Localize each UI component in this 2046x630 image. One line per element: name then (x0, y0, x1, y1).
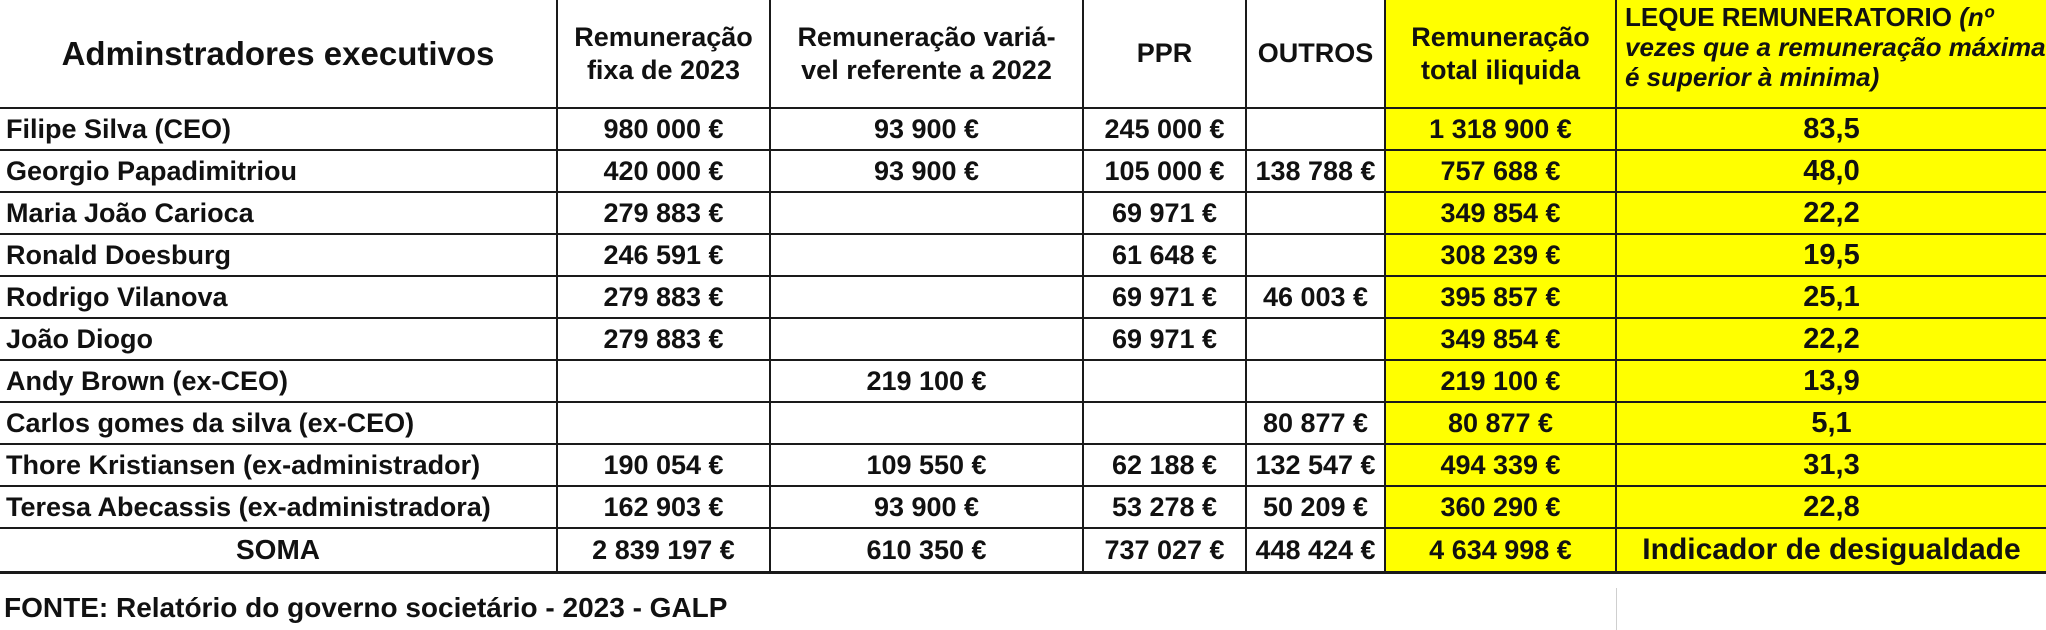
cell-total: 219 100 € (1385, 360, 1616, 402)
cell-total: 349 854 € (1385, 192, 1616, 234)
cell-outros: 80 877 € (1246, 402, 1385, 444)
cell-fixed: 279 883 € (557, 318, 770, 360)
cell-ratio: 19,5 (1616, 234, 2046, 276)
header-total-line1: Remuneração (1411, 21, 1590, 52)
gridline-divider (1616, 588, 1617, 630)
cell-variable (770, 276, 1083, 318)
cell-variable (770, 192, 1083, 234)
cell-name: João Diogo (0, 318, 557, 360)
cell-variable (770, 402, 1083, 444)
cell-ratio: 13,9 (1616, 360, 2046, 402)
cell-outros: 50 209 € (1246, 486, 1385, 528)
header-variable-line2: vel referente a 2022 (801, 54, 1052, 85)
cell-total: 1 318 900 € (1385, 108, 1616, 150)
table-row (0, 234, 2046, 276)
cell-ppr: 69 971 € (1083, 192, 1246, 234)
soma-label: SOMA (0, 528, 557, 573)
cell-ppr: 53 278 € (1083, 486, 1246, 528)
cell-outros: 138 788 € (1246, 150, 1385, 192)
cell-name: Andy Brown (ex-CEO) (0, 360, 557, 402)
cell-name: Filipe Silva (CEO) (0, 108, 557, 150)
cell-ppr: 69 971 € (1083, 318, 1246, 360)
cell-ratio: 48,0 (1616, 150, 2046, 192)
cell-ratio: 83,5 (1616, 108, 2046, 150)
header-fixed (557, 0, 770, 108)
soma-variable: 610 350 € (770, 528, 1083, 573)
header-ppr: PPR (1083, 0, 1246, 108)
table-row (0, 486, 2046, 528)
cell-total: 395 857 € (1385, 276, 1616, 318)
cell-name: Ronald Doesburg (0, 234, 557, 276)
header-fixed-line1: Remuneração (574, 21, 753, 52)
cell-ratio: 22,2 (1616, 192, 2046, 234)
soma-ppr: 737 027 € (1083, 528, 1246, 573)
source-note: FONTE: Relatório do governo societário - 2023 - GALP (4, 592, 728, 623)
cell-name: Thore Kristiansen (ex-administrador) (0, 444, 557, 486)
cell-fixed (557, 360, 770, 402)
cell-total: 494 339 € (1385, 444, 1616, 486)
cell-total: 757 688 € (1385, 150, 1616, 192)
table-row (0, 360, 2046, 402)
cell-fixed (557, 402, 770, 444)
soma-fixed: 2 839 197 € (557, 528, 770, 573)
header-name: Adminstradores executivos (0, 0, 557, 108)
table-footer (0, 528, 2046, 573)
cell-ppr: 61 648 € (1083, 234, 1246, 276)
cell-variable (770, 234, 1083, 276)
inequality-indicator-label: Indicador de desigualdade (1616, 528, 2046, 573)
header-leque-note: (nº vezes que a remuneração máxima é superior à minima) (1625, 2, 2046, 92)
cell-variable: 109 550 € (770, 444, 1083, 486)
cell-ppr: 105 000 € (1083, 150, 1246, 192)
cell-ppr (1083, 360, 1246, 402)
cell-fixed: 279 883 € (557, 276, 770, 318)
cell-ratio: 25,1 (1616, 276, 2046, 318)
cell-ratio: 5,1 (1616, 402, 2046, 444)
cell-name: Teresa Abecassis (ex-administradora) (0, 486, 557, 528)
cell-variable: 93 900 € (770, 486, 1083, 528)
cell-outros (1246, 108, 1385, 150)
cell-ratio: 22,8 (1616, 486, 2046, 528)
cell-fixed: 246 591 € (557, 234, 770, 276)
table-row (0, 318, 2046, 360)
cell-variable: 93 900 € (770, 108, 1083, 150)
cell-outros (1246, 192, 1385, 234)
cell-outros: 46 003 € (1246, 276, 1385, 318)
cell-outros (1246, 318, 1385, 360)
header-total-line2: total iliquida (1421, 54, 1580, 85)
cell-total: 349 854 € (1385, 318, 1616, 360)
header-variable (770, 0, 1083, 108)
soma-row (0, 528, 2046, 573)
table-row (0, 192, 2046, 234)
cell-variable: 93 900 € (770, 150, 1083, 192)
cell-total: 80 877 € (1385, 402, 1616, 444)
cell-ratio: 31,3 (1616, 444, 2046, 486)
cell-ppr: 69 971 € (1083, 276, 1246, 318)
header-outros: OUTROS (1246, 0, 1385, 108)
cell-outros (1246, 360, 1385, 402)
cell-variable (770, 318, 1083, 360)
soma-total: 4 634 998 € (1385, 528, 1616, 573)
table-body (0, 108, 2046, 528)
cell-ppr: 245 000 € (1083, 108, 1246, 150)
header-fixed-line2: fixa de 2023 (586, 54, 741, 85)
cell-total: 308 239 € (1385, 234, 1616, 276)
cell-total: 360 290 € (1385, 486, 1616, 528)
header-total (1385, 0, 1616, 108)
cell-name: Maria João Carioca (0, 192, 557, 234)
header-leque-main: LEQUE REMUNERATORIO (1625, 2, 1952, 32)
cell-fixed: 162 903 € (557, 486, 770, 528)
table-header (0, 0, 2046, 108)
header-row (0, 0, 2046, 108)
cell-name: Carlos gomes da silva (ex-CEO) (0, 402, 557, 444)
cell-fixed: 190 054 € (557, 444, 770, 486)
cell-fixed: 420 000 € (557, 150, 770, 192)
cell-variable: 219 100 € (770, 360, 1083, 402)
table-row (0, 402, 2046, 444)
table-row (0, 276, 2046, 318)
cell-name: Georgio Papadimitriou (0, 150, 557, 192)
cell-ratio: 22,2 (1616, 318, 2046, 360)
table-row (0, 150, 2046, 192)
cell-ppr (1083, 402, 1246, 444)
cell-outros: 132 547 € (1246, 444, 1385, 486)
table-row (0, 108, 2046, 150)
soma-outros: 448 424 € (1246, 528, 1385, 573)
table-row (0, 444, 2046, 486)
header-variable-line1: Remuneração variá- (797, 21, 1056, 52)
cell-name: Rodrigo Vilanova (0, 276, 557, 318)
cell-fixed: 980 000 € (557, 108, 770, 150)
cell-ppr: 62 188 € (1083, 444, 1246, 486)
cell-fixed: 279 883 € (557, 192, 770, 234)
cell-outros (1246, 234, 1385, 276)
header-leque (1616, 0, 2046, 108)
